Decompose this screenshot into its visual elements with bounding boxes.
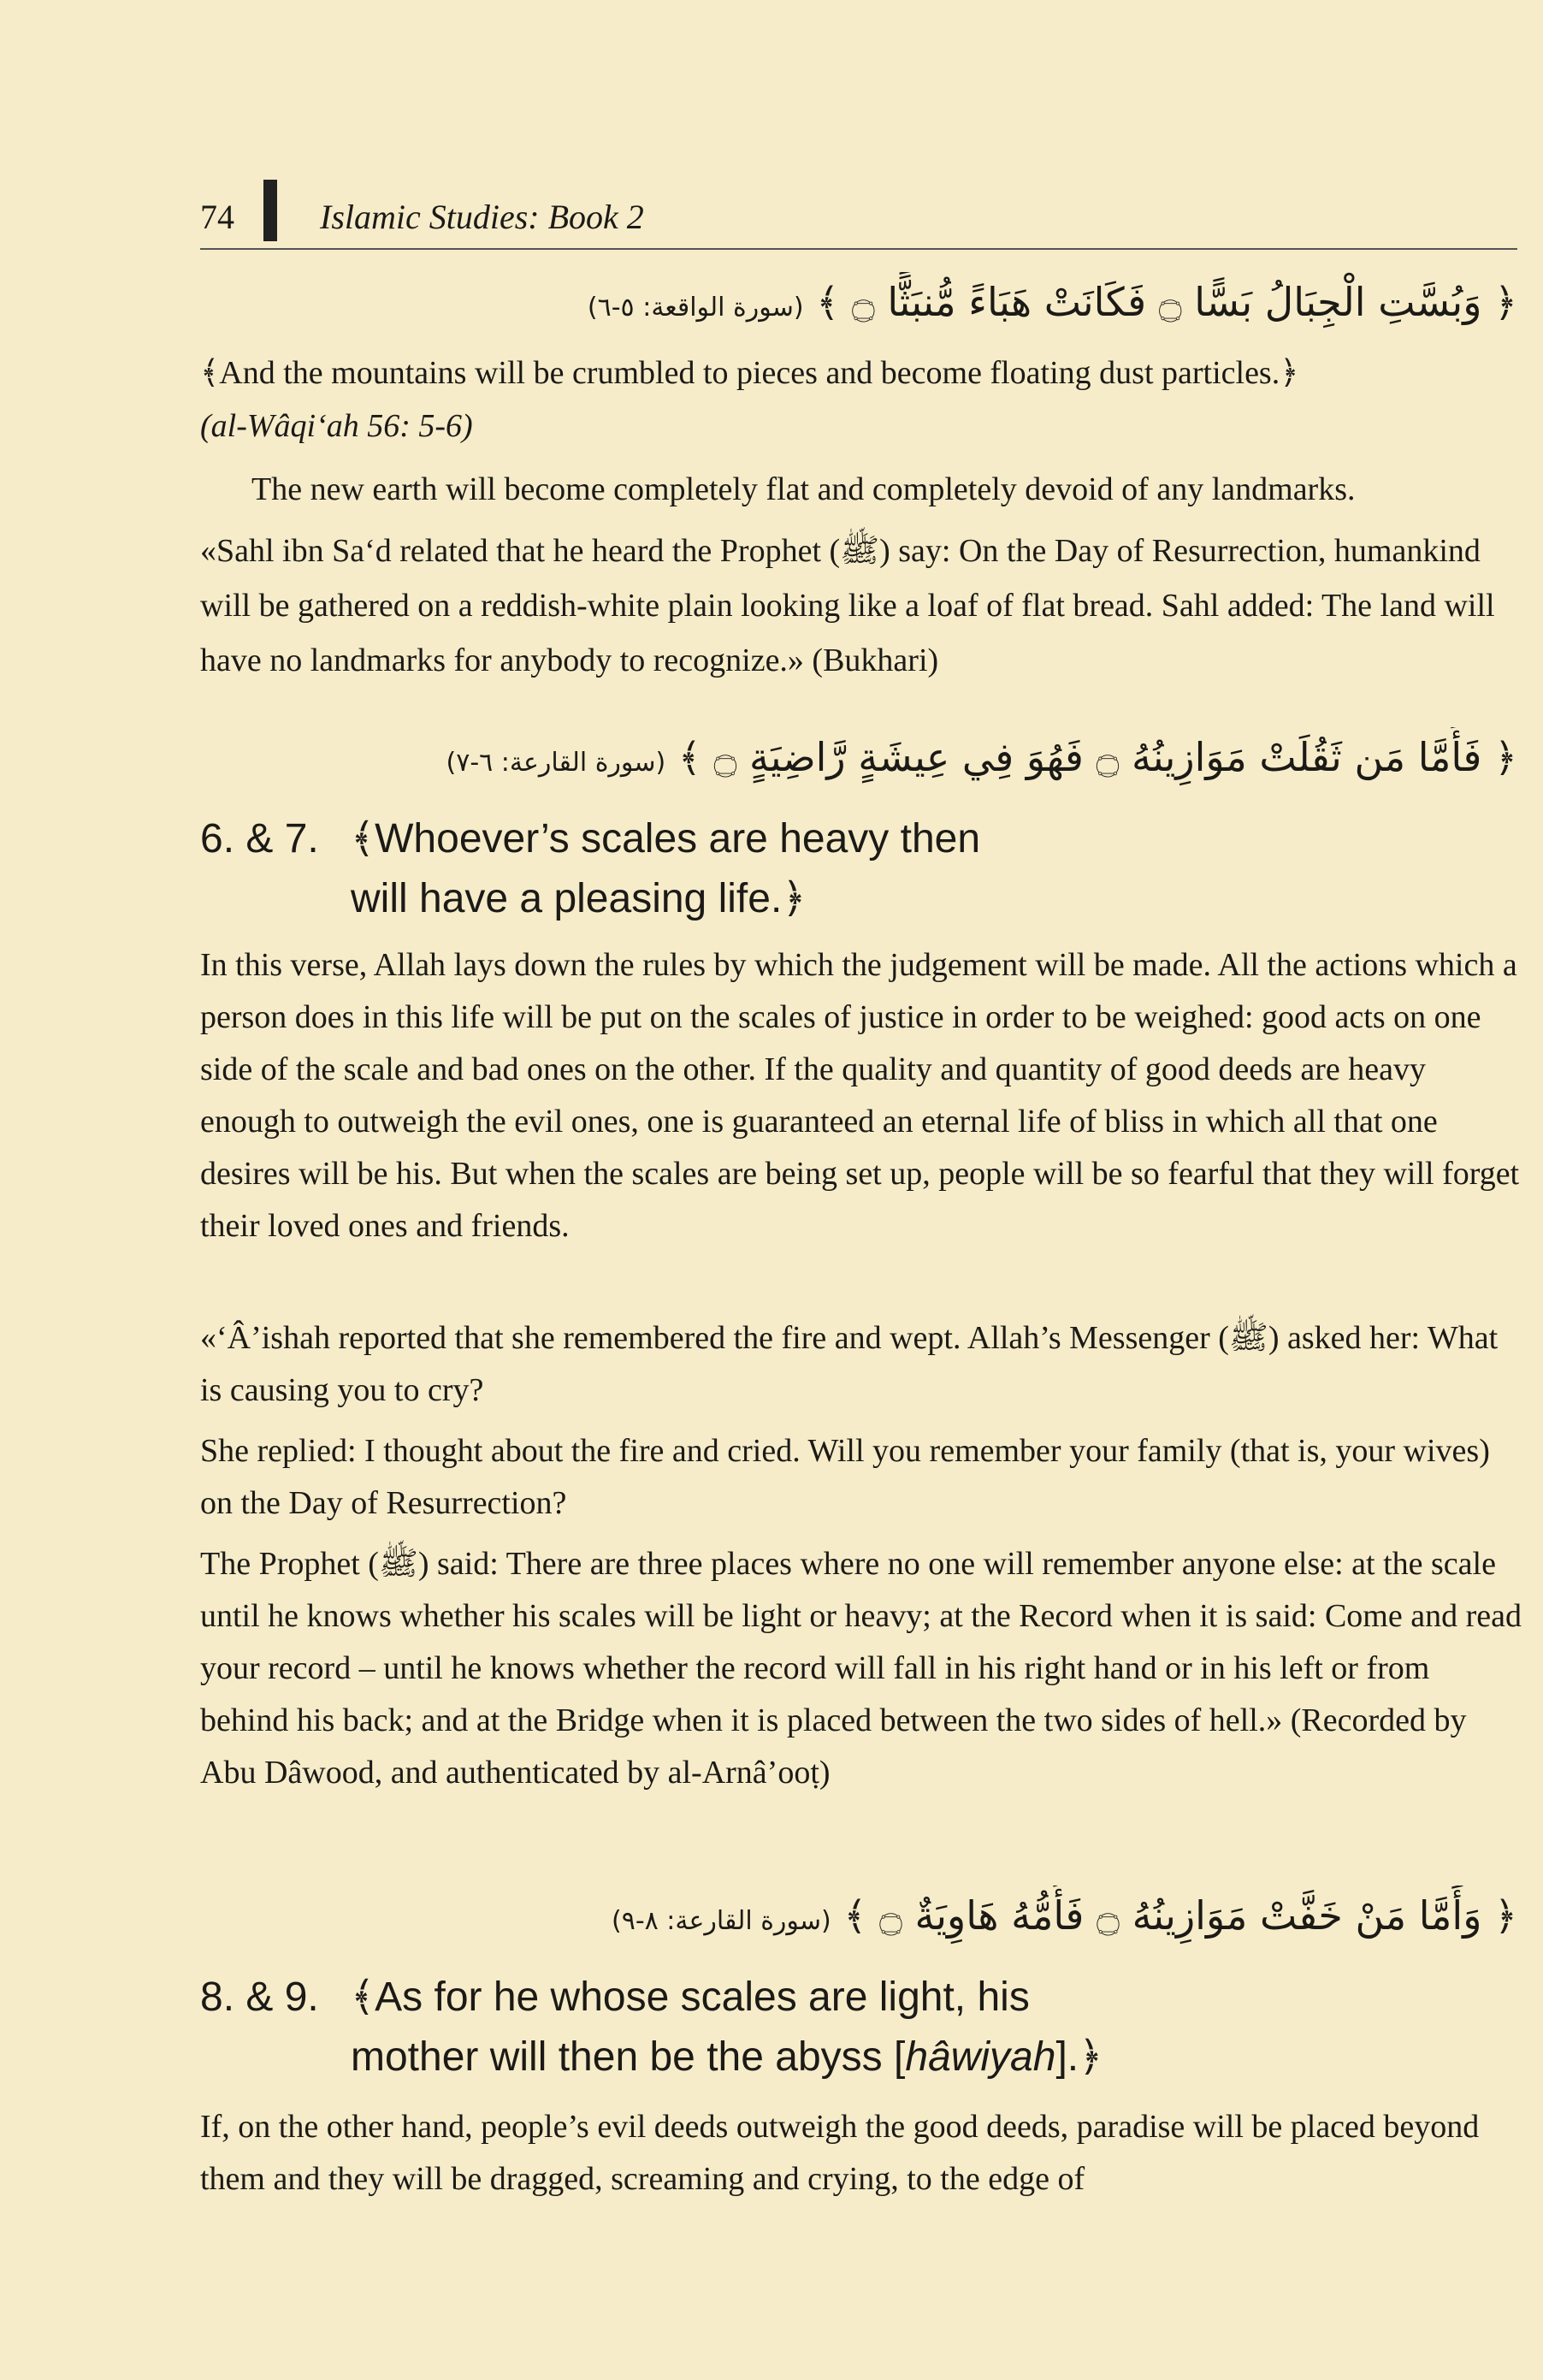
heading-1-number: 6. & 7.: [200, 816, 319, 861]
paragraph-6: The Prophet (ﷺ) said: There are three places where no one will remember anyone else: at the scale until he knows whether his scales will be light or heavy; at the Record when it is said: Come and read your record – until he knows whether the record will fall in his right hand or in his left or from behind his back; and at the Bridge when it is placed between the two sides of hell.» (Recorded by Abu Dâwood, and authenticated by al-Arnâ’ooṭ): [200, 1546, 1522, 1791]
arabic-verse-3-ref: (سورة القارعة: ٨-٩): [611, 1906, 831, 1936]
heading-2-line-2-pre: mother will then be the abyss [: [351, 2034, 906, 2080]
arabic-verse-1-text: ﴿ وَبُسَّتِ الْجِبَالُ بَسًّا ۝ فَكَانَتْ هَبَاءً مُّنبَثًّا ۝ ﴾: [816, 279, 1517, 325]
heading-2-number: 8. & 9.: [200, 1974, 319, 2020]
heading-1-line-2: will have a pleasing life.﴿: [351, 876, 807, 921]
arabic-verse-3: [200, 1886, 1517, 1945]
paragraph-2: «Sahl ibn Sa‘d related that he heard the Prophet (ﷺ) say: On the Day of Resurrection, humankind will be gathered on a reddish-white plain looking like a loaf of flat bread. Sahl added: The land will have no landmarks for anybody to recognize.» (Bukhari): [200, 533, 1495, 678]
paragraph-4: «‘Â’ishah reported that she remembered the fire and wept. Allah’s Messenger (ﷺ) asked her: What is causing you to cry?: [200, 1320, 1499, 1408]
arabic-verse-3-text: ﴿ وَأَمَّا مَنْ خَفَّتْ مَوَازِينُهُ ۝ فَأُمُّهُ هَاوِيَةٌ ۝ ﴾: [843, 1892, 1517, 1939]
heading-2-line-2-post: ].﴿: [1055, 2034, 1103, 2080]
heading-verses-8-9: [200, 1968, 1526, 2087]
arabic-verse-1-ref: (سورة الواقعة: ٥-٦): [587, 293, 804, 323]
arabic-verse-2-text: ﴿ فَأَمَّا مَن ثَقُلَتْ مَوَازِينُهُ ۝ فَهُوَ فِي عِيشَةٍ رَّاضِيَةٍ ۝ ﴾: [677, 734, 1517, 780]
heading-2-term: hâwiyah: [905, 2034, 1056, 2080]
paragraph-3: In this verse, Allah lays down the rules by which the judgement will be made. All the actions which a person does in this life will be put on the scales of justice in order to be weighed: good acts on one side of the scale and bad ones on the other. If the quality and quantity of good deeds are heavy enough to outweigh the evil ones, one is guaranteed an eternal life of bliss in which all that one desires will be his. But when the scales are being set up, people will be so fearful that they will forget their loved ones and friends.: [200, 947, 1520, 1244]
header-bar: [263, 180, 277, 241]
arabic-verse-2: [200, 727, 1517, 787]
paragraph-1: The new earth will become completely flat and completely devoid of any landmarks.: [251, 471, 1356, 507]
heading-1-line-1: ﴾Whoever’s scales are heavy then: [351, 816, 981, 861]
page-number: 74: [200, 198, 234, 236]
running-header: [200, 180, 1517, 248]
heading-2-line-2: [200, 2028, 1526, 2087]
translation-1-ref: (al-Wâqi‘ah 56: 5-6): [200, 408, 473, 444]
heading-2-line-1: ﴾As for he whose scales are light, his: [351, 1974, 1030, 2020]
paragraph-5: She replied: I thought about the fire and cried. Will you remember your family (that is, your wives) on the Day of Resurrection?: [200, 1433, 1490, 1521]
heading-verses-6-7: [200, 809, 1526, 929]
arabic-verse-2-ref: (سورة القارعة: ٦-٧): [446, 748, 666, 778]
paragraph-7: If, on the other hand, people’s evil deeds outweigh the good deeds, paradise will be placed beyond them and they will be dragged, screaming and crying, to the edge of: [200, 2109, 1480, 2197]
translation-1: ﴾And the mountains will be crumbled to pieces and become floating dust particles.﴿: [200, 355, 1299, 391]
header-rule: [200, 248, 1517, 250]
arabic-verse-1: [200, 272, 1517, 332]
book-title: Islamic Studies: Book 2: [320, 198, 644, 236]
